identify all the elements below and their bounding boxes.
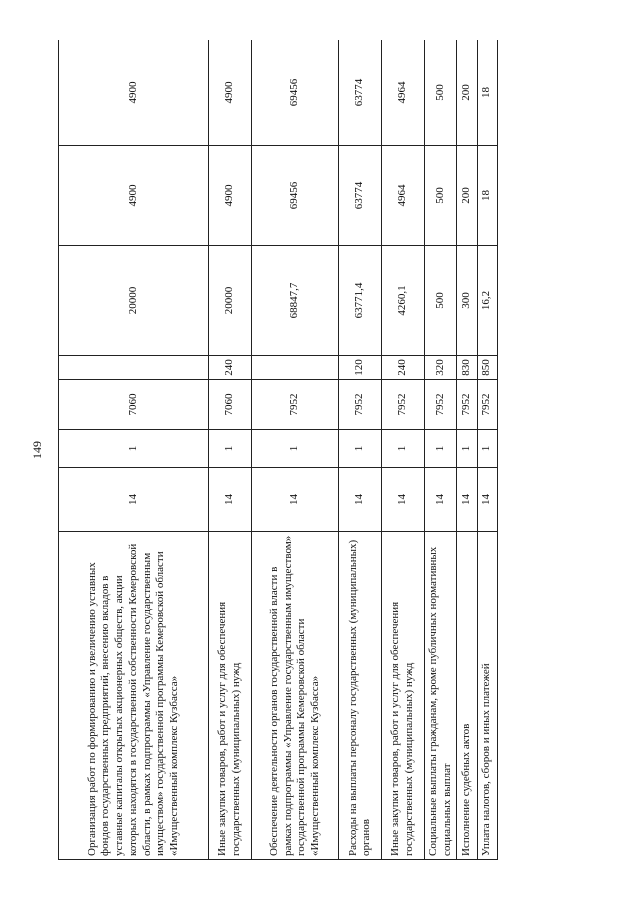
- amount-year3-cell: 500: [424, 40, 457, 146]
- section-code-cell: 14: [382, 468, 425, 532]
- amount-year3-cell: 4964: [382, 40, 425, 146]
- section-code-cell: 14: [339, 468, 382, 532]
- amount-year2-cell: 4964: [382, 146, 425, 246]
- amount-year1-cell: 20000: [59, 246, 209, 356]
- subsection-code-cell: 1: [339, 430, 382, 468]
- section-code-cell: 14: [424, 468, 457, 532]
- subsection-code-cell: 1: [424, 430, 457, 468]
- amount-year3-cell: 4900: [59, 40, 209, 146]
- budget-table-sheet: [58, 40, 498, 860]
- budget-table: [58, 40, 498, 860]
- expense-type-cell: 240: [209, 356, 252, 380]
- row-name-cell: Организация работ по формированию и увеличению уставных фондов государственных предприятий, внесению вкладов в уставные капиталы открытых акционерных обществ, акции которых находятся в государственной собственности Кемеровской области, в рамках подпрограммы «Управление государственным имуществом» государственной программы Кемеровской области «Имущественный комплекс Кузбасса»: [59, 532, 209, 860]
- subsection-code-cell: 1: [252, 430, 339, 468]
- table-row: [252, 40, 339, 860]
- target-article-cell: 7952: [424, 380, 457, 430]
- expense-type-cell: 830: [457, 356, 477, 380]
- target-article-cell: 7952: [457, 380, 477, 430]
- amount-year3-cell: 4900: [209, 40, 252, 146]
- page-number: 149: [30, 441, 44, 459]
- target-article-cell: 7952: [252, 380, 339, 430]
- amount-year1-cell: 16,2: [477, 246, 497, 356]
- amount-year2-cell: 69456: [252, 146, 339, 246]
- table-row: [209, 40, 252, 860]
- section-code-cell: 14: [477, 468, 497, 532]
- amount-year2-cell: 18: [477, 146, 497, 246]
- expense-type-cell: 120: [339, 356, 382, 380]
- subsection-code-cell: 1: [209, 430, 252, 468]
- target-article-cell: 7952: [477, 380, 497, 430]
- amount-year1-cell: 20000: [209, 246, 252, 356]
- section-code-cell: 14: [252, 468, 339, 532]
- row-name-cell: Исполнение судебных актов: [457, 532, 477, 860]
- subsection-code-cell: 1: [382, 430, 425, 468]
- expense-type-cell: [252, 356, 339, 380]
- table-row: [457, 40, 477, 860]
- amount-year2-cell: 500: [424, 146, 457, 246]
- expense-type-cell: [59, 356, 209, 380]
- row-name-cell: Иные закупки товаров, работ и услуг для обеспечения государственных (муниципальных) нужд: [209, 532, 252, 860]
- subsection-code-cell: 1: [477, 430, 497, 468]
- amount-year2-cell: 63774: [339, 146, 382, 246]
- table-row: [424, 40, 457, 860]
- amount-year2-cell: 4900: [209, 146, 252, 246]
- target-article-cell: 7060: [209, 380, 252, 430]
- table-row: [339, 40, 382, 860]
- row-name-cell: Обеспечение деятельности органов государственной власти в рамках подпрограммы «Управление государственным имуществом» государственной программы Кемеровской области «Имущественный комплекс Кузбасса»: [252, 532, 339, 860]
- subsection-code-cell: 1: [59, 430, 209, 468]
- section-code-cell: 14: [59, 468, 209, 532]
- target-article-cell: 7952: [382, 380, 425, 430]
- amount-year2-cell: 200: [457, 146, 477, 246]
- section-code-cell: 14: [209, 468, 252, 532]
- row-name-cell: Уплата налогов, сборов и иных платежей: [477, 532, 497, 860]
- amount-year3-cell: 200: [457, 40, 477, 146]
- section-code-cell: 14: [457, 468, 477, 532]
- amount-year1-cell: 68847,7: [252, 246, 339, 356]
- amount-year3-cell: 63774: [339, 40, 382, 146]
- row-name-cell: Иные закупки товаров, работ и услуг для обеспечения государственных (муниципальных) нужд: [382, 532, 425, 860]
- amount-year2-cell: 4900: [59, 146, 209, 246]
- table-row: [59, 40, 209, 860]
- expense-type-cell: 850: [477, 356, 497, 380]
- expense-type-cell: 320: [424, 356, 457, 380]
- amount-year1-cell: 4260,1: [382, 246, 425, 356]
- table-row: [382, 40, 425, 860]
- amount-year3-cell: 69456: [252, 40, 339, 146]
- target-article-cell: 7952: [339, 380, 382, 430]
- subsection-code-cell: 1: [457, 430, 477, 468]
- amount-year1-cell: 300: [457, 246, 477, 356]
- table-row: [477, 40, 497, 860]
- row-name-cell: Расходы на выплаты персоналу государственных (муниципальных) органов: [339, 532, 382, 860]
- amount-year1-cell: 63771,4: [339, 246, 382, 356]
- row-name-cell: Социальные выплаты гражданам, кроме публичных нормативных социальных выплат: [424, 532, 457, 860]
- expense-type-cell: 240: [382, 356, 425, 380]
- target-article-cell: 7060: [59, 380, 209, 430]
- amount-year1-cell: 500: [424, 246, 457, 356]
- amount-year3-cell: 18: [477, 40, 497, 146]
